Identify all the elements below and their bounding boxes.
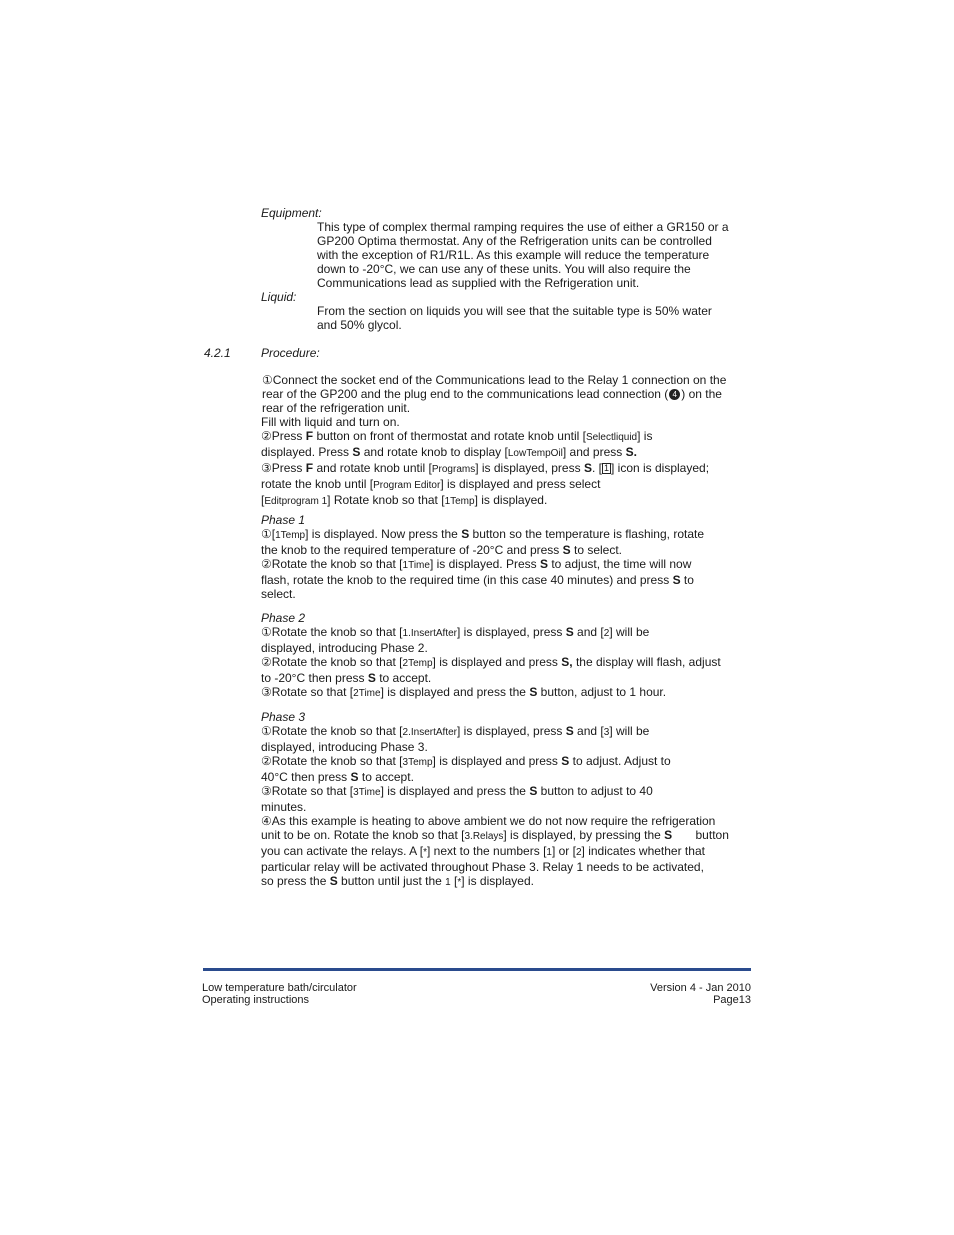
text: and rotate knob until [ xyxy=(313,461,432,475)
text: ③Rotate so that [ xyxy=(261,685,354,699)
key-s: S xyxy=(461,527,470,541)
text: you can activate the relays. A [ xyxy=(261,844,424,858)
display-code: LowTempOil xyxy=(507,448,563,459)
text: ] is displayed, press xyxy=(475,461,584,475)
text: ] and press xyxy=(562,445,626,459)
step-1-line xyxy=(262,387,726,401)
phase-line xyxy=(261,625,721,641)
phase-line xyxy=(261,770,729,784)
key-s: S xyxy=(664,828,673,842)
footer-left xyxy=(202,982,357,1006)
key-s: S xyxy=(329,874,338,888)
display-code: 3 xyxy=(603,727,610,738)
text: to -20°C then press xyxy=(261,671,368,685)
display-code: 3Time xyxy=(353,787,381,798)
text: ] will be xyxy=(609,625,650,639)
key-s: S xyxy=(529,784,538,798)
display-code: 3Temp xyxy=(402,757,433,768)
phase-2 xyxy=(261,611,721,701)
text: ②Rotate the knob so that [ xyxy=(261,557,403,571)
text: rotate the knob until [ xyxy=(261,477,374,491)
text: . [ xyxy=(591,461,602,475)
footer-rule xyxy=(203,968,751,971)
display-code: 1Temp xyxy=(444,496,475,507)
text: displayed. Press xyxy=(261,445,353,459)
text: the display will flash, adjust xyxy=(572,655,721,669)
key-s: S xyxy=(583,461,592,475)
display-code: 2 xyxy=(603,628,610,639)
phase-line xyxy=(261,828,729,844)
display-code: Program Editor xyxy=(373,480,441,491)
display-code: 1Temp xyxy=(275,530,306,541)
key-s: S xyxy=(565,724,574,738)
key-s: S. xyxy=(625,445,637,459)
section-number: 4.2.1 xyxy=(204,346,231,360)
text: to adjust. Adjust to xyxy=(569,754,671,768)
text: ] is xyxy=(637,429,653,443)
text: and rotate knob to display [ xyxy=(360,445,508,459)
footer-right xyxy=(650,982,751,1006)
program-icon: 1 xyxy=(603,463,609,474)
text: ) on the xyxy=(681,387,722,401)
display-code: 2Time xyxy=(353,688,381,699)
text: button on front of thermostat and rotate knob until [ xyxy=(313,429,586,443)
text: ] indicates whether that xyxy=(581,844,705,858)
text: ] next to the numbers [ xyxy=(427,844,547,858)
liquid-label: Liquid: xyxy=(261,290,297,304)
phase-line xyxy=(261,754,729,770)
procedure-label: Procedure: xyxy=(261,346,320,360)
text: ] will be xyxy=(609,724,650,738)
phase-line xyxy=(261,671,721,685)
equipment-line: GP200 Optima thermostat. Any of the Refrigeration units can be controlled xyxy=(317,234,712,248)
key-f: F xyxy=(305,429,314,443)
text: ②Rotate the knob so that [ xyxy=(261,655,403,669)
equipment-label: Equipment: xyxy=(261,206,322,220)
display-code: 1 xyxy=(546,847,552,858)
text: unit to be on. Rotate the knob so that [ xyxy=(261,828,465,842)
text: button, adjust to 1 hour. xyxy=(537,685,667,699)
footer-product: Low temperature bath/circulator xyxy=(202,982,357,994)
text: so press the xyxy=(261,874,330,888)
display-code: * xyxy=(457,877,462,888)
phase-title: Phase 1 xyxy=(261,513,306,527)
phase-line: displayed, introducing Phase 2. xyxy=(261,641,428,655)
text: rear of the GP200 and the plug end to the communications lead connection ( xyxy=(262,387,669,401)
text: ] is displayed and press the xyxy=(380,685,530,699)
footer-version: Version 4 - Jan 2010 xyxy=(650,982,751,994)
key-s: S xyxy=(672,573,681,587)
text: to accept. xyxy=(375,671,432,685)
phase-title: Phase 2 xyxy=(261,611,306,625)
step-3-line xyxy=(261,461,726,477)
display-code: 2 xyxy=(575,847,582,858)
phase-line xyxy=(261,543,704,557)
phase-line xyxy=(261,874,729,890)
text: to adjust, the time will now xyxy=(548,557,692,571)
step-2-line xyxy=(261,429,726,445)
phase-line: particular relay will be activated throughout Phase 3. Relay 1 needs to be activated, xyxy=(261,860,704,874)
text: ③Rotate so that [ xyxy=(261,784,354,798)
liquid-line: From the section on liquids you will see that the suitable type is 50% water xyxy=(317,304,712,318)
text: ] is displayed. xyxy=(474,493,548,507)
step-fill-line: Fill with liquid and turn on. xyxy=(261,415,400,429)
equipment-line: with the exception of R1/R1L. As this example will reduce the temperature xyxy=(317,248,710,262)
phase-1 xyxy=(261,513,704,601)
phase-line: ④As this example is heating to above ambient we do not now require the refrigeration xyxy=(261,814,716,828)
connection-4-icon: 4 xyxy=(669,389,680,400)
phase-line: select. xyxy=(261,587,296,601)
text: button xyxy=(672,828,729,842)
equipment-line: This type of complex thermal ramping requires the use of either a GR150 or a xyxy=(317,220,729,234)
key-s: S xyxy=(367,671,376,685)
phase-line xyxy=(261,724,729,740)
phase-line: minutes. xyxy=(261,800,307,814)
text: and [ xyxy=(573,625,604,639)
display-code: Selectliquid xyxy=(585,432,638,443)
text: 40°C then press xyxy=(261,770,351,784)
phase-3 xyxy=(261,710,729,890)
text: to accept. xyxy=(358,770,414,784)
text: ] or [ xyxy=(551,844,576,858)
display-code: Editprogram 1 xyxy=(264,496,328,507)
liquid-text xyxy=(317,304,712,332)
key-s: S xyxy=(350,770,359,784)
phase-line xyxy=(261,844,729,860)
text: ] Rotate knob so that [ xyxy=(327,493,445,507)
key-s: S xyxy=(562,543,571,557)
phase-title: Phase 3 xyxy=(261,710,306,724)
liquid-line: and 50% glycol. xyxy=(317,318,402,332)
key-f: F xyxy=(305,461,314,475)
key-s: S xyxy=(529,685,538,699)
step-1-line: ①Connect the socket end of the Communications lead to the Relay 1 connection on the xyxy=(262,373,727,387)
key-s: S xyxy=(561,754,570,768)
text: [ xyxy=(261,493,265,507)
text: and [ xyxy=(573,724,604,738)
phase-line xyxy=(261,573,704,587)
text: button until just the xyxy=(337,874,446,888)
text: ] is displayed and press select xyxy=(440,477,601,491)
text: ] is displayed and press xyxy=(432,655,562,669)
text: button to adjust to 40 xyxy=(537,784,653,798)
display-code: 2.InsertAfter xyxy=(402,727,457,738)
key-s: S xyxy=(565,625,574,639)
text: ] icon is displayed; xyxy=(610,461,710,475)
text: ①Rotate the knob so that [ xyxy=(261,724,403,738)
text: ] is displayed, press xyxy=(456,625,566,639)
phase-line: displayed, introducing Phase 3. xyxy=(261,740,428,754)
equipment-line: Communications lead as supplied with the Refrigeration unit. xyxy=(317,276,640,290)
display-code: 1.InsertAfter xyxy=(402,628,457,639)
equipment-text xyxy=(317,220,729,290)
step-1-line: rear of the refrigeration unit. xyxy=(262,401,411,415)
footer-page-number: Page13 xyxy=(713,994,751,1006)
equipment-line: down to -20°C, we can use any of these units. You will also require the xyxy=(317,262,691,276)
text: ] is displayed and press the xyxy=(380,784,530,798)
text: flash, rotate the knob to the required time (in this case 40 minutes) and press xyxy=(261,573,673,587)
text: ] is displayed. Now press the xyxy=(305,527,462,541)
step-3-line xyxy=(261,493,726,509)
text: [ xyxy=(450,874,458,888)
phase-line xyxy=(261,655,721,671)
text: the knob to the required temperature of -20°C and press xyxy=(261,543,563,557)
text: to select. xyxy=(570,543,623,557)
phase-line xyxy=(261,527,704,543)
text: ①[ xyxy=(261,527,276,541)
display-code: Programs xyxy=(431,464,476,475)
display-code: * xyxy=(423,847,427,858)
text: ②Press xyxy=(261,429,306,443)
text: ] is displayed and press xyxy=(432,754,562,768)
phase-line xyxy=(261,784,729,800)
step-3-line xyxy=(261,477,726,493)
text: ] is displayed, press xyxy=(456,724,566,738)
display-code: 1 xyxy=(445,877,451,888)
procedure-steps xyxy=(262,373,726,509)
key-s: S xyxy=(352,445,361,459)
text: ] is displayed. xyxy=(461,874,534,888)
footer-doc-type: Operating instructions xyxy=(202,994,309,1006)
key-s: S xyxy=(539,557,548,571)
text: ] is displayed. Press xyxy=(429,557,540,571)
display-code: 1Time xyxy=(402,560,430,571)
display-code: 2Temp xyxy=(402,658,433,669)
key-s: S, xyxy=(561,655,573,669)
text: button so the temperature is flashing, rotate xyxy=(469,527,705,541)
text: ] is displayed, by pressing the xyxy=(503,828,665,842)
phase-line xyxy=(261,557,704,573)
phase-line xyxy=(261,685,721,701)
text: ①Rotate the knob so that [ xyxy=(261,625,403,639)
text: ②Rotate the knob so that [ xyxy=(261,754,403,768)
text: ③Press xyxy=(261,461,306,475)
display-code: 3.Relays xyxy=(464,831,504,842)
text: to xyxy=(680,573,694,587)
step-2-line xyxy=(261,445,726,461)
